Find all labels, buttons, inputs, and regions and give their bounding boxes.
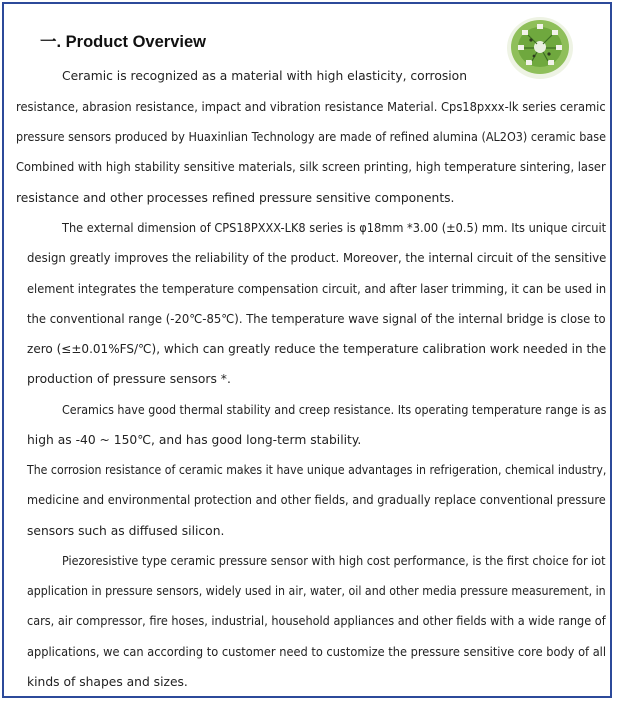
paragraph-4-line-4: applications, we can according to customer need to customize the pressure sensitive core body of all — [27, 645, 607, 659]
paragraph-2-line-3: element integrates the temperature compensation circuit, and after laser trimming, it can be used in — [27, 282, 607, 296]
paragraph-2-line-1: The external dimension of CPS18PXXX-LK8 series is φ18mm *3.00 (±0.5) mm. Its unique circuit — [62, 221, 607, 235]
paragraph-2-line-6: production of pressure sensors *. — [27, 372, 231, 386]
section-title: 一. Product Overview — [40, 33, 206, 51]
paragraph-1-line-5: resistance and other processes refined pressure sensitive components. — [16, 191, 455, 205]
paragraph-4-line-1: Piezoresistive type ceramic pressure sensor with high cost performance, is the first choice for iot — [62, 554, 606, 568]
paragraph-2-line-4: the conventional range (-20℃-85℃). The temperature wave signal of the internal bridge is close to — [27, 312, 606, 326]
paragraph-1-line-2: resistance, abrasion resistance, impact and vibration resistance Material. Cps18pxxx-lk series ceramic — [16, 100, 606, 114]
paragraph-1-line-4: Combined with high stability sensitive materials, silk screen printing, high temperature sintering, laser — [16, 160, 606, 174]
paragraph-3-line-1: Ceramics have good thermal stability and creep resistance. Its operating temperature range is as — [62, 403, 607, 417]
ceramic-sensor-icon — [504, 14, 576, 80]
paragraph-3-line-4: medicine and environmental protection and other fields, and gradually replace conventional pressure — [27, 493, 606, 507]
paragraph-4-line-5: kinds of shapes and sizes. — [27, 675, 188, 689]
paragraph-2-line-5: zero (≤±0.01%FS/℃), which can greatly reduce the temperature calibration work needed in the — [27, 342, 607, 356]
paragraph-4-line-2: application in pressure sensors, widely used in air, water, oil and other media pressure measurement, in — [27, 584, 606, 598]
paragraph-4-line-3: cars, air compressor, fire hoses, industrial, household appliances and other fields with a wide range of — [27, 614, 606, 628]
paragraph-3-line-5: sensors such as diffused silicon. — [27, 524, 225, 538]
paragraph-1-line-1: Ceramic is recognized as a material with high elasticity, corrosion — [62, 69, 467, 83]
paragraph-3-line-2: high as -40 ~ 150℃, and has good long-term stability. — [27, 433, 362, 447]
paragraph-3-line-3: The corrosion resistance of ceramic makes it have unique advantages in refrigeration, chemical industry, — [27, 463, 607, 477]
paragraph-2-line-2: design greatly improves the reliability of the product. Moreover, the internal circuit of the sensitive — [27, 251, 607, 265]
paragraph-1-line-3: pressure sensors produced by Huaxinlian Technology are made of refined alumina (AL2O3) ceramic base — [16, 130, 607, 144]
